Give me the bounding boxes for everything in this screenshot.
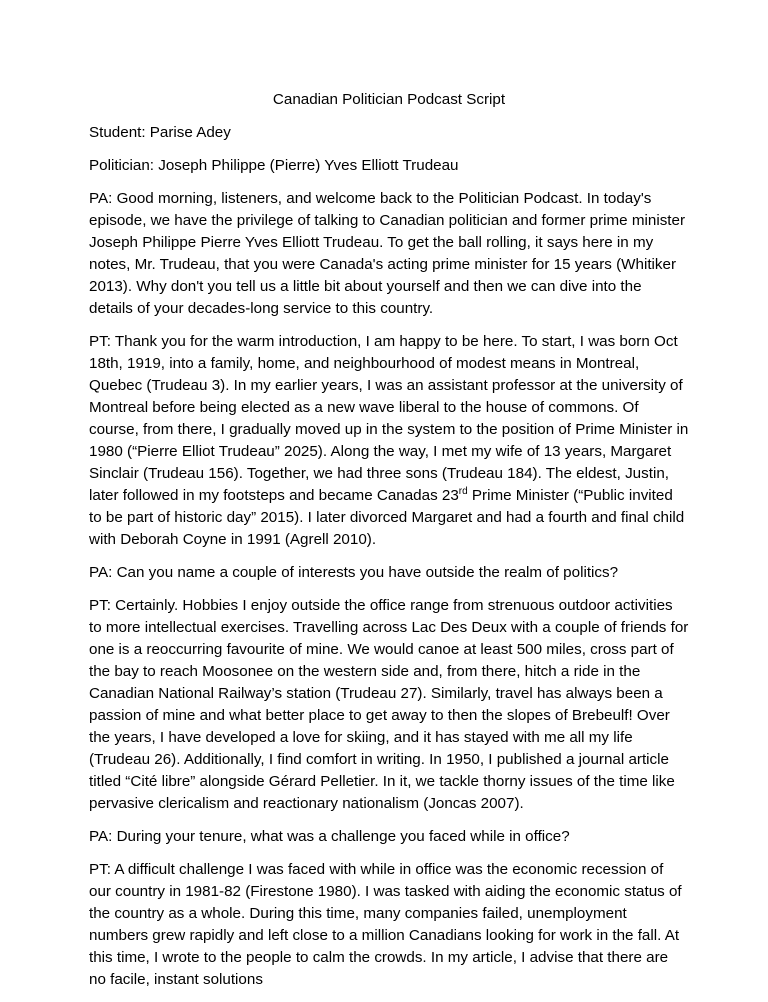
document-body bbox=[89, 89, 689, 1002]
student-line: Student: Parise Adey bbox=[89, 124, 231, 141]
paragraph-challenge-answer: PT: A difficult challenge I was faced with while in office was the economic recession of our country in 1981-82 (Firestone 1980). I was tasked with aiding the economic status of the country as a whole. During this time, many companies failed, unemployment numbers grew rapidly and left close to a million Canadians looking for work in the fall. At this time, I wrote to the people to calm the crowds. In my article, I advise that there are no facile, instant solutions bbox=[89, 861, 682, 988]
paragraph-biography-answer bbox=[89, 331, 689, 551]
politician-line: Politician: Joseph Philippe (Pierre) Yves Elliott Trudeau bbox=[89, 157, 459, 174]
paragraph-intro-question: PA: Good morning, listeners, and welcome back to the Politician Podcast. In today's episode, we have the privilege of talking to Canadian politician and former prime minister Joseph Philippe Pierre Yves Elliott Trudeau. To get the ball rolling, it says here in my notes, Mr. Trudeau, that you were Canada's acting prime minister for 15 years (Whitiker 2013). Why don't you tell us a little bit about yourself and then we can dive into the details of your decades-long service to this country. bbox=[89, 190, 686, 317]
paragraph-interests-question: PA: Can you name a couple of interests you have outside the realm of politics? bbox=[89, 564, 619, 581]
document-title: Canadian Politician Podcast Script bbox=[272, 91, 506, 108]
paragraph-biography-text-start: PT: Thank you for the warm introduction, I am happy to be here. To start, I was born Oct 18th, 1919, into a family, home, and neighbourhood of modest means in Montreal, Quebec (Trudeau 3). In my earlier years, I was an assistant professor at the university of Montreal before being elected as a new wave liberal to the house of commons. Of course, from there, I gradually moved up in the system to the position of Prime Minister in 1980 (“Pierre Elliot Trudeau” 2025). Along the way, I met my wife of 13 years, Margaret Sinclair (Trudeau 156). Together, we had three sons (Trudeau 184). The eldest, Justin, later followed in my footsteps and became Canadas 23 bbox=[89, 333, 689, 504]
paragraph-interests-answer: PT: Certainly. Hobbies I enjoy outside the office range from strenuous outdoor activities to more intellectual exercises. Travelling across Lac Des Deux with a couple of friends for one is a reoccurring favourite of mine. We would canoe at least 500 miles, cross part of the bay to reach Moosonee on the western side and, from there, hitch a ride in the Canadian National Railway’s station (Trudeau 27). Similarly, travel has always been a passion of mine and what better place to get away to then the slopes of Brebeulf! Over the years, I have developed a love for skiing, and it has stayed with me all my life (Trudeau 26). Additionally, I find comfort in writing. In 1950, I published a journal article titled “Cité libre” alongside Gérard Pelletier. In it, we tackle thorny issues of the time like pervasive clericalism and reactionary nationalism (Joncas 2007). bbox=[89, 597, 689, 812]
ordinal-superscript: rd bbox=[458, 485, 468, 497]
paragraph-biography-text-end: Prime Minister (“Public invited to be part of historic day” 2015). I later divorced Margaret and had a fourth and final child with Deborah Coyne in 1991 (Agrell 2010). bbox=[89, 487, 685, 548]
paragraph-challenge-question: PA: During your tenure, what was a challenge you faced while in office? bbox=[89, 828, 570, 845]
